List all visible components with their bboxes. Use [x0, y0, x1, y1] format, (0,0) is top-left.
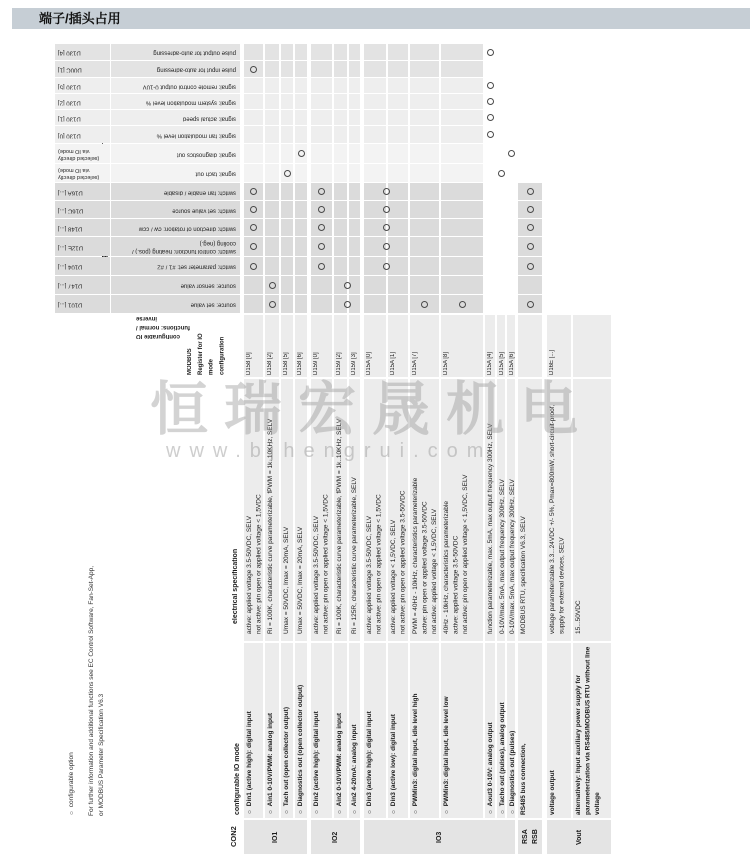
spec-text: Ri = 125R, characteristic curve parameterizable, SELV: [351, 477, 358, 634]
modbus-register-code: D159 [2]: [336, 352, 342, 375]
register-cell: D130 [4]: [55, 44, 110, 60]
function-label-cell: switch: parameter set: #1 / #2: [111, 257, 240, 275]
footnote-configurable-option: ○ configurable option: [68, 752, 75, 816]
configurable-io-mode-header: configurable IO mode: [234, 743, 241, 815]
white-zone: [517, 44, 543, 183]
option-circle: [527, 224, 534, 231]
option-circle: [527, 188, 534, 195]
function-label-cell: switch: control function: heating (pos.) / cooling (neg.): [111, 237, 240, 256]
io-mode-text: ○ Din3 (active high): digital input: [366, 711, 373, 815]
function-label-cell: signal: remote control output 0-10V: [111, 78, 240, 93]
register-cell: (selected directly via IO mode): [55, 164, 110, 182]
spec-text: active: applied voltage 3.5-50VDC, SELV not active: pin open or applied voltage < 1,5VDC: [366, 494, 383, 634]
option-circle: [383, 206, 390, 213]
option-circle: [383, 224, 390, 231]
spec-text: active: applied voltage 3.5-50VDC, SELV not active: pin open or applied voltage < 1,5VDC: [246, 494, 263, 634]
modbus-register-code: D15A [4]: [487, 351, 493, 375]
io-mode-text: ○ Din1 (active high): digital input: [246, 711, 253, 815]
register-cell: D12E [...]: [55, 237, 110, 256]
option-circle: [284, 170, 291, 177]
option-circle: [318, 206, 325, 213]
grid-gap: [386, 44, 388, 314]
grid-gap: [439, 44, 441, 314]
register-cell: D130 [5]: [55, 78, 110, 93]
modbus-register-code: D15A [0]: [366, 351, 372, 375]
option-circle: [318, 188, 325, 195]
option-circle: [527, 206, 534, 213]
register-cell: D130 [0]: [55, 126, 110, 143]
register-cell: D104 [...]: [55, 257, 110, 275]
option-circle: [344, 301, 351, 308]
option-circle: [250, 66, 257, 73]
register-cell: D148 [...]: [55, 219, 110, 236]
function-label-cell: signal: tach out: [111, 164, 240, 182]
option-circle: [527, 301, 534, 308]
cfg-header-line: functions: normal /: [136, 323, 190, 330]
io-mode-text: ○ Tacho out (pulses), analog output: [499, 702, 506, 815]
option-circle: [250, 206, 257, 213]
grid-gap: [408, 44, 410, 314]
modbus-header-line: MODBUS: [187, 348, 193, 375]
grid-gap: [332, 44, 334, 314]
io-mode-text: alternatively: Input auxiliary power supply for parameterization via RS485/MODBUS RTU without line voltage: [575, 646, 601, 815]
option-circle: [498, 170, 505, 177]
io-group-label: IO3: [436, 831, 443, 843]
spec-text: active: applied voltage < 1,5VDC, SELV not active: pin open or applied voltage 3.5-50VDC: [390, 490, 407, 634]
register-cell: (selected directly via IO mode): [55, 144, 110, 163]
function-label-cell: switch: fan enable / disable: [111, 183, 240, 200]
option-circle: [527, 263, 534, 270]
register-cell: D130 [1]: [55, 110, 110, 125]
spec-text: 15...50VDC: [575, 600, 582, 634]
option-circle: [250, 188, 257, 195]
modbus-header-line: mode: [208, 358, 215, 375]
modbus-register-code: D15A [8]: [443, 351, 449, 375]
footnote-info-line1: For further information and additional functions see EC Control Software, Fan-Set-App,: [88, 565, 95, 816]
grid-gap: [360, 44, 364, 314]
register-cell: D00C [1]: [55, 61, 110, 77]
io-mode-text: ○ Diagnostics out (open collector output): [297, 684, 304, 815]
option-circle: [383, 188, 390, 195]
spec-text: function parameterizable, max. 5mA, max output frequency 300Hz, SELV: [487, 423, 494, 634]
function-label-cell: switch: set value source: [111, 201, 240, 218]
modbus-register-code: D15A [1]: [390, 351, 396, 375]
page-title: 端子/插头占用: [39, 11, 121, 26]
spec-text: 0-10V/max. 5mA, max output frequency 300Hz, SELV: [499, 479, 506, 634]
option-circle: [487, 49, 494, 56]
spec-text: Ri = 100K, characteristic curve parameterizable, fPWM = 1k..10KHz, SELV: [336, 418, 343, 634]
register-cell: D130 [2]: [55, 94, 110, 109]
spec-text: voltage parameterizable 3.3...24VDC +/- 5%, Pmax=800mW, short-circuit-proof, supply for external devices, SELV: [549, 404, 566, 634]
option-circle: [487, 131, 494, 138]
modbus-register-code: D158 [6]: [297, 352, 303, 375]
footnote-info-line2: or MODBUS Parameter Specification V6.3: [98, 693, 105, 816]
grid-gap: [307, 44, 311, 314]
register-cell: D101 [...]: [55, 295, 110, 313]
option-circle: [318, 224, 325, 231]
option-circle: [487, 98, 494, 105]
modbus-register-code: D15A [6]: [509, 351, 515, 375]
spec-text: 0-10V/max. 5mA, max output frequency 300Hz, SELV: [509, 479, 516, 634]
io-group-label: IO1: [272, 831, 279, 843]
modbus-register-code: D158 [0]: [246, 352, 252, 375]
option-circle: [318, 263, 325, 270]
cfg-header-line: configurable IO: [136, 332, 181, 339]
option-circle: [298, 150, 305, 157]
io-mode-text: voltage output: [549, 770, 556, 815]
option-circle: [269, 301, 276, 308]
spec-text: Umax = 50VDC, Imax = 20mA, SELV: [283, 526, 290, 634]
function-label-cell: signal: diagnostics out: [111, 144, 240, 163]
function-label-cell: pulse input for auto-adressing: [111, 61, 240, 77]
io-mode-text: ○ Ain1 0-10V/PWM: analog input: [267, 712, 274, 815]
option-circle: [487, 114, 494, 121]
function-label-cell: switch: direction of rotation: cw / ccw: [111, 219, 240, 236]
modbus-register-code: D158 [5]: [283, 352, 289, 375]
io-mode-text: ○ PWMin3: digital input, idle level low: [443, 696, 450, 815]
modbus-register-code: D159 [0]: [313, 352, 319, 375]
option-circle: [487, 82, 494, 89]
io-mode-text: ○ PWMin3: digital input, idle level high: [412, 693, 419, 815]
modbus-register-code: D15A [7]: [412, 351, 418, 375]
function-label-cell: pulse output for auto-adressing: [111, 44, 240, 60]
io-mode-text: ○ Ain2 0-10V/PWM: analog input: [336, 712, 343, 815]
spec-text: active: applied voltage 3.5-50VDC, SELV not active: pin open or applied voltage < 1,5VDC: [313, 494, 330, 634]
function-label-cell: signal: system modulation level %: [111, 94, 240, 109]
grid-gap: [293, 44, 295, 314]
io-group-label: Vout: [575, 829, 583, 845]
option-circle: [527, 243, 534, 250]
io-mode-text: ○ Din3 (active low): digital input: [390, 714, 397, 815]
io-group-label: IO2: [332, 831, 339, 843]
option-circle: [250, 263, 257, 270]
register-cell: D147 [...]: [55, 276, 110, 294]
io-mode-text: ○ Ain2 4-20mA: analog input: [351, 724, 358, 815]
option-circle: [383, 243, 390, 250]
modbus-register-code: D15A [5]: [499, 351, 505, 375]
option-circle: [269, 282, 276, 289]
option-circle: [250, 243, 257, 250]
option-circle: [459, 301, 466, 308]
grid-gap: [347, 44, 349, 314]
io-mode-text: ○ Diagnostics out (pulses): [509, 730, 516, 815]
spec-text: PWM = 40Hz - 10kHz, characteristics parameterizable active: pin open or applied voltage 3.5-50VDC not active: applied voltage < 1,5VDC, SELV: [412, 477, 438, 634]
spec-text: MODBUS RTU, specification V6.3, SELV: [520, 516, 527, 634]
io-group-label: RSA RSB: [522, 829, 540, 845]
modbus-header-line: configuration: [219, 336, 226, 375]
option-circle: [344, 282, 351, 289]
con2-label: CON2: [229, 826, 238, 848]
watermark-chinese: 恒瑞宏晟机电: [150, 377, 595, 442]
function-label-cell: signal: actual speed: [111, 110, 240, 125]
function-label-cell: signal: fan modulation level %: [111, 126, 240, 143]
option-circle: [250, 224, 257, 231]
register-cell: D16C [...]: [55, 201, 110, 218]
spec-text: 40Hz - 10kHz, characteristics parameterizable active: applied voltage 3.5-50VDC not active: pin open or applied voltage < 1,5VDC, SELV: [443, 474, 469, 634]
modbus-register-code: D158 [2]: [267, 352, 273, 375]
spec-text: Ri = 100K, characteristic curve parameterizable, fPWM = 1k..10KHz, SELV: [267, 418, 274, 634]
io-mode-text: ○ Aout3 0-10V: analog output: [487, 722, 494, 815]
option-circle: [383, 263, 390, 270]
spec-text: Umax = 50VDC, Imax = 20mA, SELV: [297, 526, 304, 634]
io-mode-text: ○ Din2 (active high): digital input: [313, 711, 320, 815]
io-mode-text: ○ Tach out (open collector output): [283, 707, 290, 815]
cfg-header-line: inverse: [136, 314, 158, 321]
grid-gap: [279, 44, 281, 314]
function-label-cell: source: sensor value: [111, 276, 240, 294]
function-label-cell: source: set value: [111, 295, 240, 313]
io-mode-text: RS485 bus connection,: [520, 743, 527, 815]
modbus-header-line: Register for IO: [197, 333, 204, 375]
grid-gap: [263, 44, 265, 314]
option-circle: [318, 243, 325, 250]
watermark-url: www.bjhengrui.com: [166, 440, 493, 462]
register-cell: D16A [...]: [55, 183, 110, 200]
option-circle: [508, 150, 515, 157]
modbus-register-code: D159 [3]: [351, 352, 357, 375]
electrical-specification-header: electrical specification: [232, 548, 239, 624]
modbus-register-code: D16E [...]: [549, 349, 555, 375]
option-circle: [421, 301, 428, 308]
